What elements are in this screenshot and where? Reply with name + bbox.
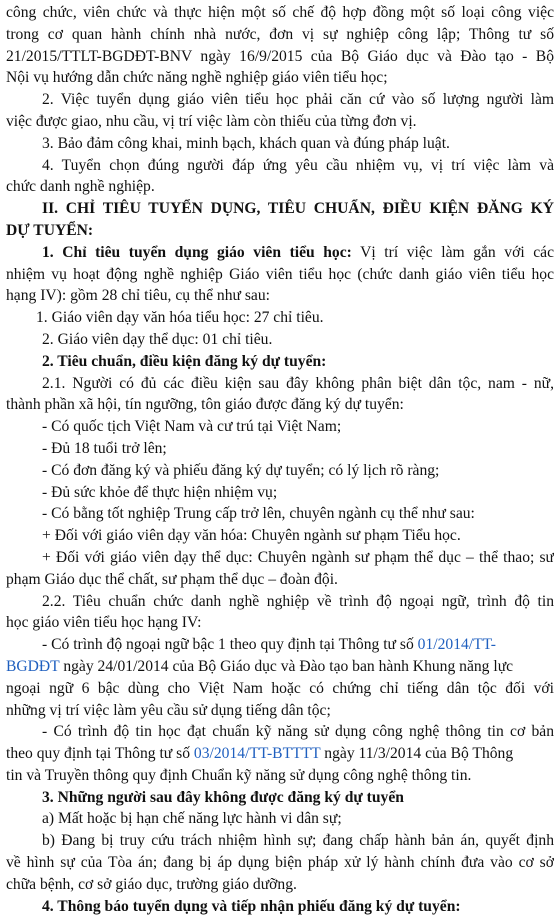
text-line: 2. Việc tuyển dụng giáo viên tiểu học phải căn cứ vào số lượng người làm [42,91,554,109]
circular-link[interactable]: 03/2014/TT-BTTTT [193,745,321,763]
text-line: a) Mất hoặc bị hạn chế năng lực hành vi dân sự; [42,810,342,828]
text-line: Nội vụ hướng dẫn chức năng nghề nghiệp giáo viên tiểu học; [6,69,388,87]
text-line [6,634,554,656]
text-line: hạng IV): gồm 28 chỉ tiêu, cụ thể như sau: [6,287,270,305]
text-line: thành phần xã hội, tín ngưỡng, tôn giáo được đăng ký dự tuyển: [6,396,404,414]
text-line: trong cơ quan hành chính nhà nước, đơn vị sự nghiệp công lập; Thông tư số [6,25,554,43]
text-line [6,743,554,765]
text-line: về hình sự của Tòa án; đang bị áp dụng biện pháp xử lý hành chính đưa vào cơ sở [6,854,554,872]
text-line: 21/2015/TTLT-BGDĐT-BNV ngày 16/9/2015 của Bộ Giáo dục và Đào tạo - Bộ [6,47,554,65]
text-line: + Đối với giáo viên dạy văn hóa: Chuyên ngành sư phạm Tiểu học. [42,527,461,545]
text-line: 1. Giáo viên dạy văn hóa tiểu học: 27 chỉ tiêu. [36,309,324,327]
subsection-heading: 1. Chỉ tiêu tuyển dụng giáo viên tiểu học: [42,243,352,261]
circular-link[interactable]: BGDĐT [6,657,60,675]
text-line: 3. Bảo đảm công khai, minh bạch, khách quan và đúng pháp luật. [42,134,450,152]
text-line: học giáo viên tiểu học hạng IV: [6,614,202,632]
text-line: phạm Giáo dục thể chất, sư phạm thể dục – đoàn đội. [6,570,338,588]
text-line: việc được giao, nhu cầu, vị trí việc làm còn thiếu của từng đơn vị. [6,112,417,130]
text-line: chữa bệnh, cơ sở giáo dục, trường giáo dưỡng. [6,875,297,893]
text-run: theo quy định tại Thông tư số [6,745,194,763]
subsection-heading: 4. Thông báo tuyển dụng và tiếp nhận phiếu đăng ký dự tuyển: [42,897,461,915]
subsection-heading: 3. Những người sau đây không được đăng ký dự tuyển [42,788,404,806]
text-run: ngày 24/01/2014 của Bộ Giáo dục và Đào tạo ban hành Khung năng lực [59,657,514,675]
circular-link[interactable]: 01/2014/TT- [417,636,496,654]
text-line [6,242,554,264]
text-line: - Có bằng tốt nghiệp Trung cấp trở lên, chuyên ngành cụ thể như sau: [42,505,475,523]
text-line: 2. Giáo viên dạy thể dục: 01 chỉ tiêu. [42,330,273,348]
text-line: tin và Truyền thông quy định Chuẩn kỹ năng sử dụng công nghệ thông tin. [6,766,472,784]
section-heading: II. CHỈ TIÊU TUYỂN DỤNG, TIÊU CHUẨN, ĐIỀU KIỆN ĐĂNG KÝ [42,200,554,218]
text-line: công chức, viên chức và thực hiện một số chế độ hợp đồng một số loại công việc [6,4,554,21]
text-run: Vị trí việc làm gắn với các [351,243,554,261]
text-line: - Đủ 18 tuổi trở lên; [42,439,167,457]
text-line: 2.1. Người có đủ các điều kiện sau đây không phân biệt dân tộc, nam - nữ, [42,374,554,392]
text-line: - Có trình độ tin học đạt chuẩn kỹ năng sử dụng công nghệ thông tin cơ bản [42,723,554,741]
text-run: ngày 11/3/2014 của Bộ Thông [320,745,514,763]
text-line: - Có đơn đăng ký và phiếu đăng ký dự tuyển; có lý lịch rõ ràng; [42,461,440,479]
text-line: - Đủ sức khỏe để thực hiện nhiệm vụ; [42,483,278,501]
text-line: những vị trí việc làm yêu cầu sử dụng tiếng dân tộc; [6,701,331,719]
section-heading: DỰ TUYỂN: [6,221,94,239]
text-line: 2.2. Tiêu chuẩn chức danh nghề nghiệp về trình độ ngoại ngữ, trình độ tin [42,592,554,610]
text-line: b) Đang bị truy cứu trách nhiệm hình sự; đang chấp hành bản án, quyết định [42,832,554,850]
text-line: 4. Tuyển chọn đúng người đáp ứng yêu cầu nhiệm vụ, vị trí việc làm và [42,156,554,174]
text-run: - Có trình độ ngoại ngữ bậc 1 theo quy định tại Thông tư số [42,636,418,654]
text-line: + Đối với giáo viên dạy thể dục: Chuyên ngành sư phạm thể dục – thể thao; sư [42,548,554,566]
subsection-heading: 2. Tiêu chuẩn, điều kiện đăng ký dự tuyển: [42,352,327,370]
text-line: ngoại ngữ 6 bậc dùng cho Việt Nam hoặc có chứng chỉ tiếng dân tộc đối với [6,679,554,697]
text-line [6,656,554,678]
text-line: nhiệm vụ hoạt động nghề nghiệp Giáo viên tiểu học (chức danh giáo viên tiểu học [6,265,554,283]
text-line: - Có quốc tịch Việt Nam và cư trú tại Việt Nam; [42,418,342,436]
text-line: chức danh nghề nghiệp. [6,178,155,196]
